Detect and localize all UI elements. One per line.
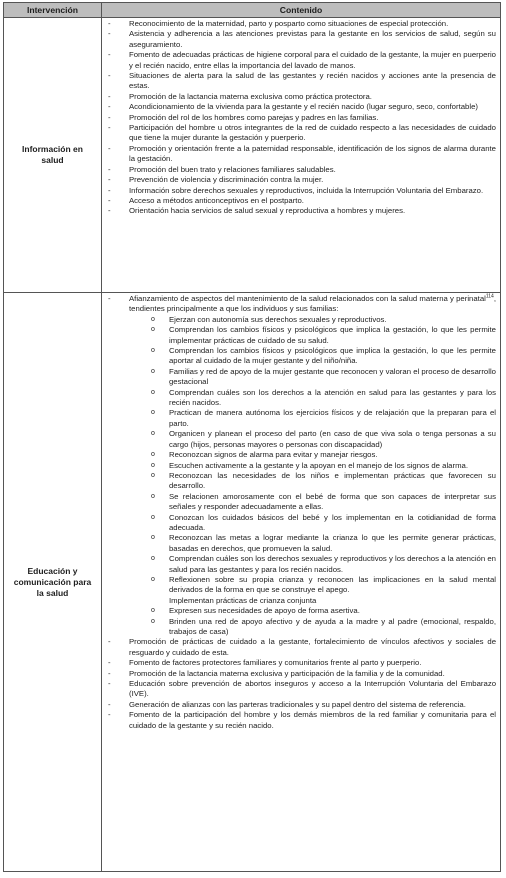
list-item: - Orientación hacia servicios de salud sexual y reproductiva a hombres y mujeres. — [108, 206, 496, 216]
row-label-informacion: Información en salud — [4, 18, 102, 292]
header-intervention: Intervención — [4, 3, 102, 17]
list-item: - Promoción de la lactancia materna exclusiva como práctica protectora. — [108, 92, 496, 102]
row-label-educacion: Educación y comunicación para la salud — [4, 293, 102, 871]
list-item: - Promoción del rol de los hombres como parejas y padres en las familias. — [108, 113, 496, 123]
row-content-educacion — [102, 293, 500, 871]
list-item: - Generación de alianzas con las parteras tradicionales y su papel dentro del sistema de referencia. — [108, 700, 496, 710]
sub-list-item: o Se relacionen amorosamente con el bebé de forma que son capaces de interpretar sus señales y responder adecuadamente a ellas. — [108, 492, 496, 513]
list-item: - Situaciones de alerta para la salud de las gestantes y recién nacidos y acciones ante la presencia de estas. — [108, 71, 496, 92]
sub-list-item: o Comprendan cuáles son los derechos a la atención en salud para las gestantes y para los recién nacidos. — [108, 388, 496, 409]
list-item: - Reconocimiento de la maternidad, parto y posparto como situaciones de especial protección. — [108, 19, 496, 29]
list-item: - Acceso a métodos anticonceptivos en el postparto. — [108, 196, 496, 206]
sub-list-item: o Expresen sus necesidades de apoyo de forma asertiva. — [108, 606, 496, 616]
sub-list-item: o Comprendan los cambios físicos y psicológicos que implica la gestación, lo que les permite implementar prácticas de cuidado de su salud. — [108, 325, 496, 346]
list-item: - Fomento de la participación del hombre y los demás miembros de la red familiar y comunitaria para el cuidado de la gestante y su recién nacido. — [108, 710, 496, 731]
sub-list-item: o Organicen y planean el proceso del parto (en caso de que viva sola o tenga personas a su cargo (hijos, personas mayores o personas con discapacidad) — [108, 429, 496, 450]
sub-list-item: o Escuchen activamente a la gestante y la apoyan en el manejo de los signos de alarma. — [108, 461, 496, 471]
footnote-mark: 114 — [485, 293, 494, 300]
list-item: - Prevención de violencia y discriminación contra la mujer. — [108, 175, 496, 185]
list-item: - Promoción de la lactancia materna exclusiva y participación de la familia y de la comunidad. — [108, 669, 496, 679]
list-item: - Fomento de adecuadas prácticas de higiene corporal para el cuidado de la gestante, la mujer en puerperio y el recién nacido, entre ellas la importancia del lavado de manos. — [108, 50, 496, 71]
table-row — [4, 18, 500, 293]
sub-list-item: o Comprendan cuáles son los derechos sexuales y reproductivos y los derechos a la atención en salud para las gestantes y para los recién nacidos. — [108, 554, 496, 575]
sub-list-item: o Familias y red de apoyo de la mujer gestante que reconocen y valoran el proceso de desarrollo gestacional — [108, 367, 496, 388]
list-item-continuation: Implementan prácticas de crianza conjunta — [169, 595, 317, 605]
list-item: - Participación del hombre u otros integrantes de la red de cuidado respecto a las necesidades de cuidado que tiene la mujer durante la gestación y puerperio. — [108, 123, 496, 144]
list-item: - Información sobre derechos sexuales y reproductivos, incluida la Interrupción Voluntaria del Embarazo. — [108, 186, 496, 196]
sub-list-item: o Practican de manera autónoma los ejercicios físicos y de relajación que la preparan para el parto. — [108, 408, 496, 429]
list-item: - Promoción de prácticas de cuidado a la gestante, fortalecimiento de vínculos afectivos y sociales de resguardo y cuidado de esta. — [108, 637, 496, 658]
table-header — [4, 3, 500, 18]
content-table — [3, 2, 501, 872]
list-item: - Promoción del buen trato y relaciones familiares saludables. — [108, 165, 496, 175]
sub-list-item: o Ejerzan con autonomía sus derechos sexuales y reproductivos. — [108, 315, 496, 325]
list-item: - Educación sobre prevención de abortos inseguros y acceso a la Interrupción Voluntaria del Embarazo (IVE). — [108, 679, 496, 700]
list-item: - Promoción y orientación frente a la paternidad responsable, identificación de los signos de alarma durante la gestación. — [108, 144, 496, 165]
sub-list-item: o Reflexionen sobre su propia crianza y reconocen las implicaciones en la salud mental derivados de la forma en que se construye el apego. — [108, 575, 496, 596]
sub-list-item: o Brinden una red de apoyo afectivo y de ayuda a la madre y al padre (emocional, respaldo, trabajos de casa) — [108, 617, 496, 638]
row-content-informacion — [102, 18, 500, 292]
list-item: - Afianzamiento de aspectos del mantenimiento de la salud relacionados con la salud materna y perinatal$^{114}$, tendientes principalmente a que los individuos y sus familias: — [108, 294, 496, 315]
sub-list-item: o Reconozcan las necesidades de los niños e implementan prácticas que favorecen su desarrollo. — [108, 471, 496, 492]
list-item: - Acondicionamiento de la vivienda para la gestante y el recién nacido (lugar seguro, seco, confortable) — [108, 102, 496, 112]
header-content: Contenido — [279, 5, 323, 15]
list-item: - Asistencia y adherencia a las atenciones previstas para la gestante en los servicios de salud, según su aseguramiento. — [108, 29, 496, 50]
sub-list-item: o Reconozcan las metas a lograr mediante la crianza lo que les permite generar prácticas, basadas en derechos, que promueven la salud. — [108, 533, 496, 554]
sub-list-item: o Comprendan los cambios físicos y psicológicos que implica la gestación, lo que les permite aportar al cuidado de la mujer gestante y del niño/niña. — [108, 346, 496, 367]
sub-list-item: o Conozcan los cuidados básicos del bebé y los implementan en la cotidianidad de forma adecuada. — [108, 513, 496, 534]
sub-list-item: o Reconozcan signos de alarma para evitar y manejar riesgos. — [108, 450, 496, 460]
table-row — [4, 293, 500, 871]
list-item: - Fomento de factores protectores familiares y comunitarios frente al parto y puerperio. — [108, 658, 496, 668]
